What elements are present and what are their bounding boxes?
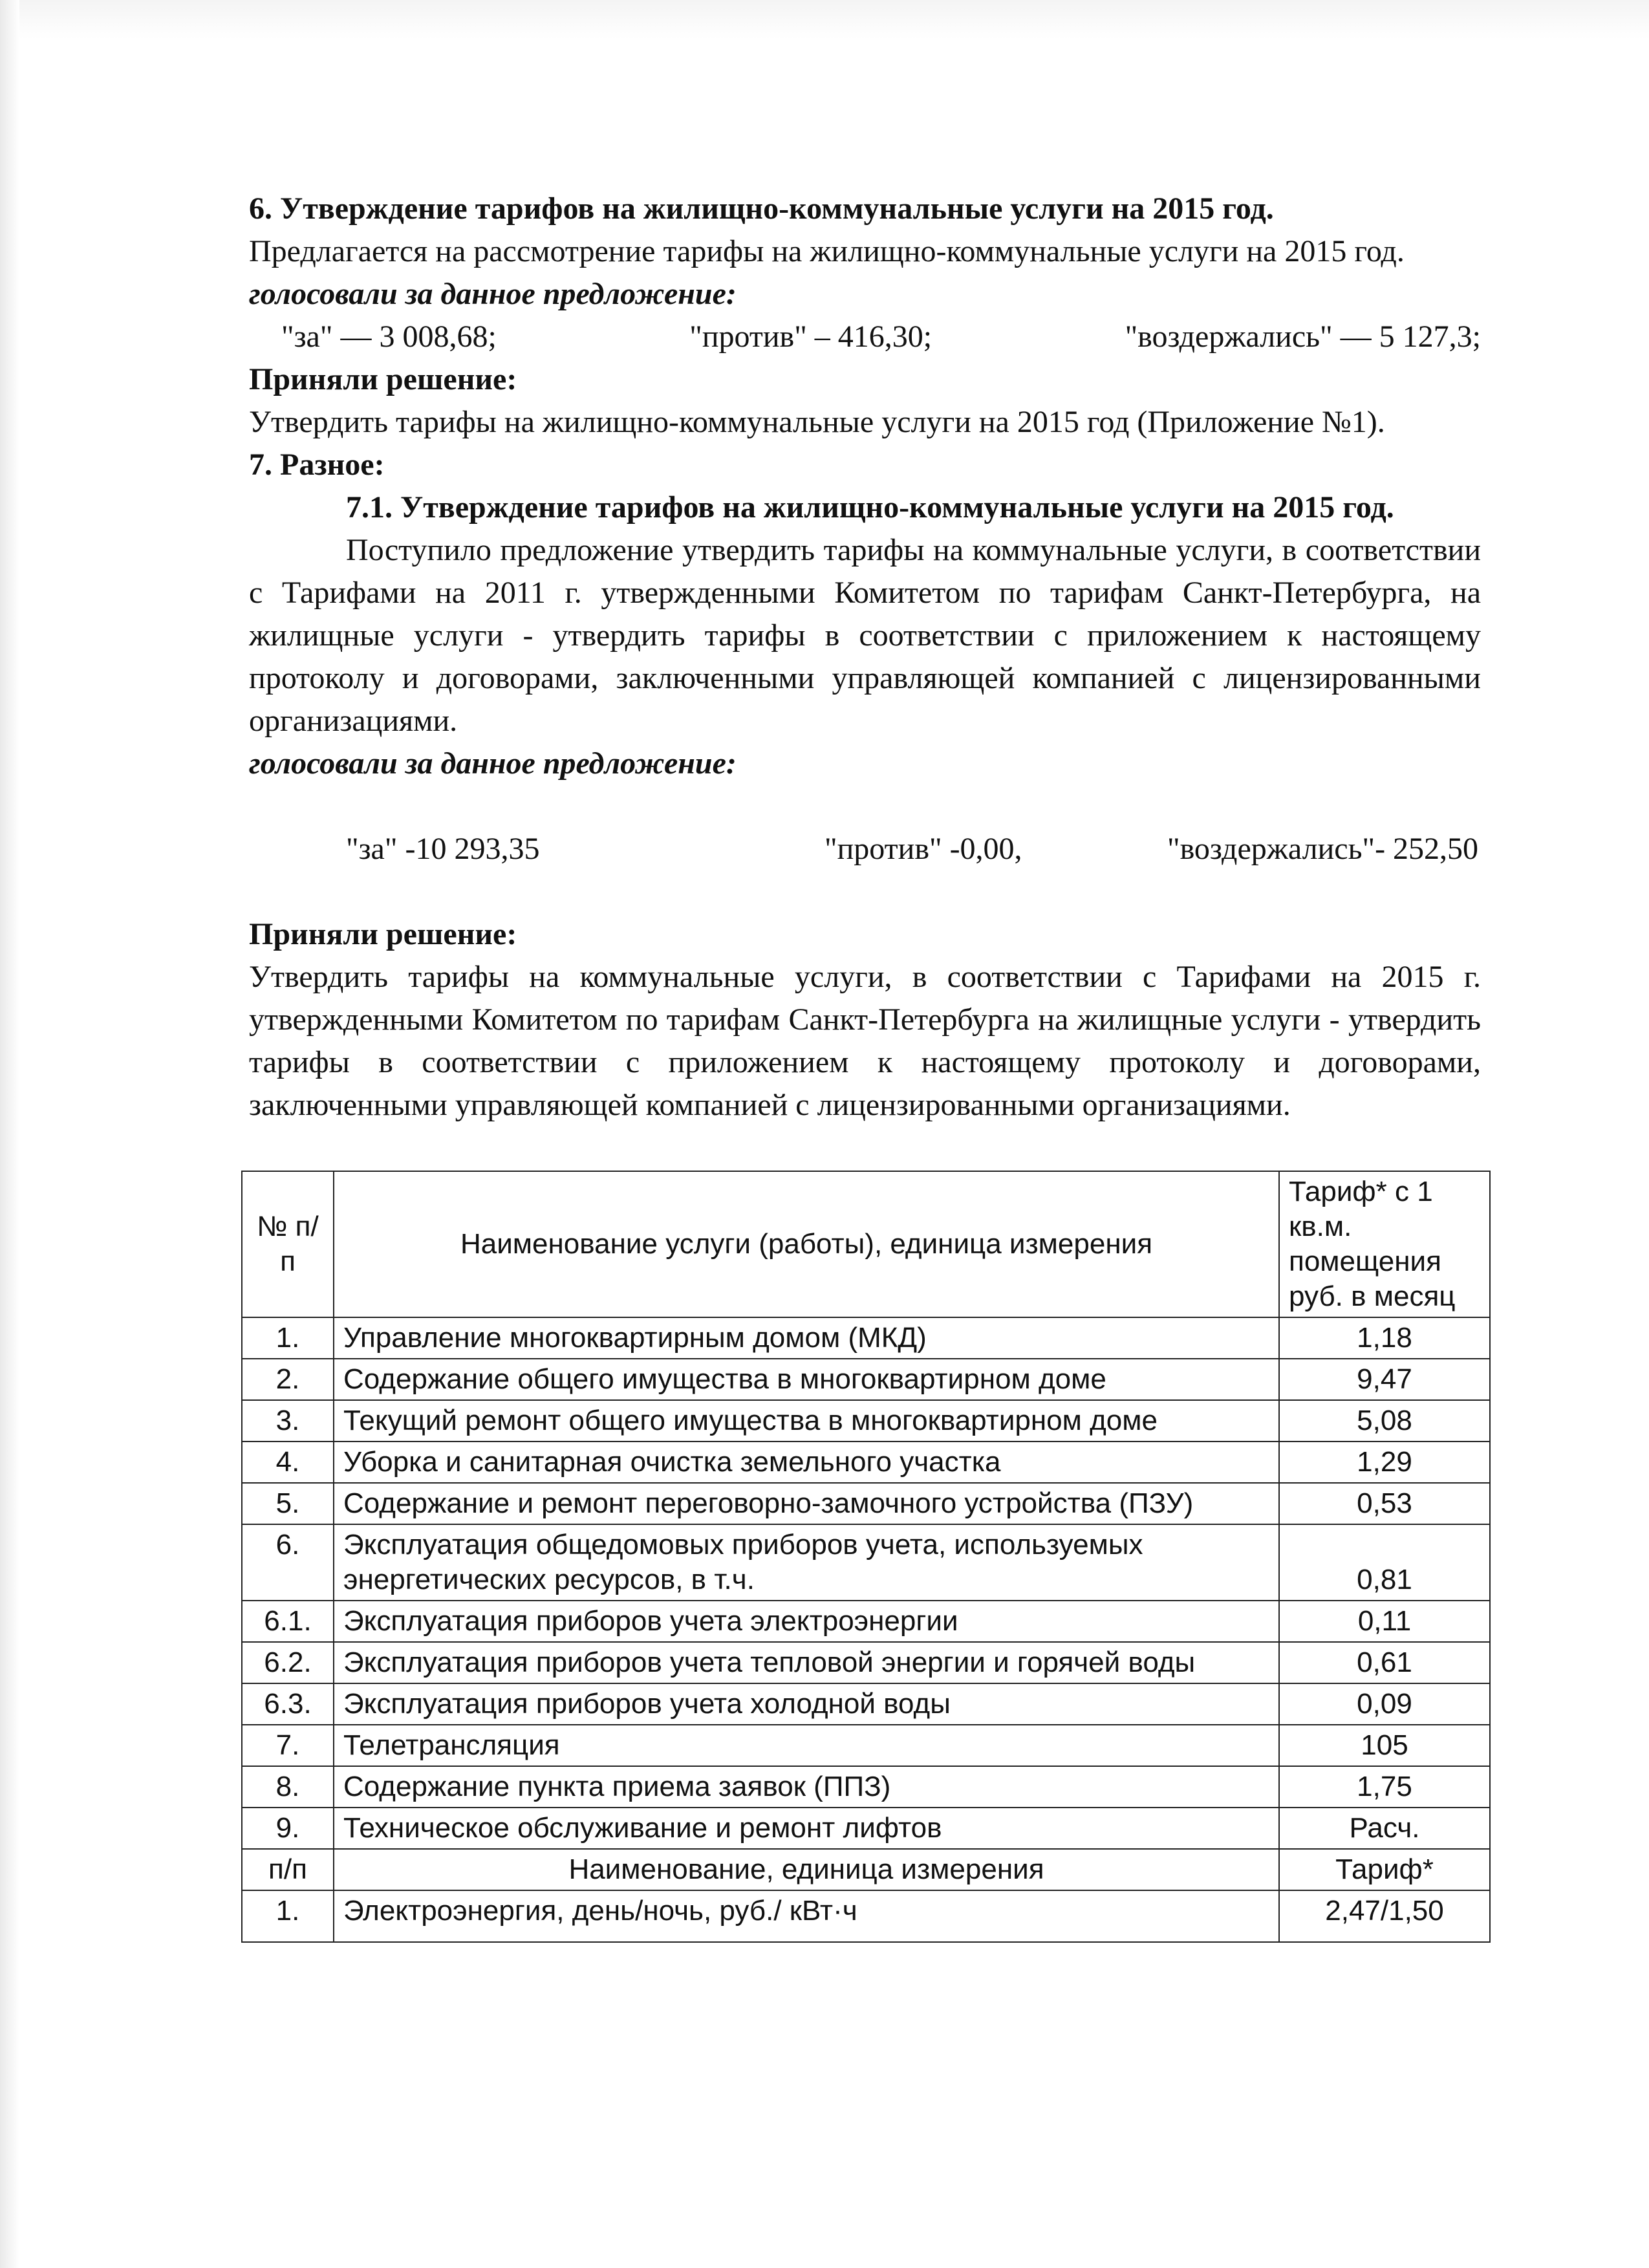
- row-name: Содержание и ремонт переговорно-замочного устройства (ПЗУ): [334, 1483, 1279, 1524]
- section6-vote-abstain: "воздержались" — 5 127,3;: [1125, 319, 1481, 354]
- row-num: 8.: [242, 1766, 334, 1808]
- tariff-table: [241, 1171, 1491, 1943]
- row-value: 0,09: [1279, 1683, 1490, 1725]
- row-name: Эксплуатация приборов учета электроэнергии: [334, 1601, 1279, 1642]
- row-name: Электроэнергия, день/ночь, руб./ кВт·ч: [334, 1890, 1279, 1942]
- row-value: 0,81: [1279, 1524, 1490, 1601]
- row-num: 3.: [242, 1400, 334, 1442]
- table-row: [242, 1400, 1490, 1442]
- table-row: [242, 1890, 1490, 1942]
- row-value: 0,53: [1279, 1483, 1490, 1524]
- row-name: Содержание пункта приема заявок (ППЗ): [334, 1766, 1279, 1808]
- header-name: Наименование услуги (работы), единица измерения: [334, 1171, 1279, 1317]
- row-value: 105: [1279, 1725, 1490, 1766]
- table-row: [242, 1524, 1490, 1601]
- row-value: 2,47/1,50: [1279, 1890, 1490, 1942]
- section7-voted-label: голосовали за данное предложение:: [249, 746, 737, 781]
- header2-num: п/п: [242, 1849, 334, 1890]
- scan-edge-top: [0, 0, 1649, 39]
- row-name: Текущий ремонт общего имущества в многоквартирном доме: [334, 1400, 1279, 1442]
- row-name: Эксплуатация общедомовых приборов учета, используемых энергетических ресурсов, в т.ч.: [334, 1524, 1279, 1601]
- row-num: 6.3.: [242, 1683, 334, 1725]
- section6-voted-label: голосовали за данное предложение:: [249, 277, 737, 311]
- row-num: 5.: [242, 1483, 334, 1524]
- row-name: Телетрансляция: [334, 1725, 1279, 1766]
- table-row: [242, 1725, 1490, 1766]
- row-num: 2.: [242, 1359, 334, 1400]
- section6-proposal: Предлагается на рассмотрение тарифы на жилищно-коммунальные услуги на 2015 год.: [249, 234, 1405, 268]
- header2-tariff: Тариф*: [1279, 1849, 1490, 1890]
- row-num: 1.: [242, 1317, 334, 1359]
- table-row: [242, 1483, 1490, 1524]
- row-name: Техническое обслуживание и ремонт лифтов: [334, 1808, 1279, 1849]
- spacer: [249, 870, 1481, 913]
- row-value: Расч.: [1279, 1808, 1490, 1849]
- row-value: 1,29: [1279, 1442, 1490, 1483]
- table-header-row-2: [242, 1849, 1490, 1890]
- table-row: [242, 1642, 1490, 1683]
- table-header-row: [242, 1171, 1490, 1317]
- row-value: 5,08: [1279, 1400, 1490, 1442]
- table-row: [242, 1683, 1490, 1725]
- row-num: 6.1.: [242, 1601, 334, 1642]
- row-name: Управление многоквартирным домом (МКД): [334, 1317, 1279, 1359]
- row-num: 6.2.: [242, 1642, 334, 1683]
- row-value: 1,18: [1279, 1317, 1490, 1359]
- section7-decision-label: Приняли решение:: [249, 917, 517, 951]
- section6-decision-label: Приняли решение:: [249, 362, 517, 396]
- table-row: [242, 1359, 1490, 1400]
- row-num: 9.: [242, 1808, 334, 1849]
- row-num: 4.: [242, 1442, 334, 1483]
- header2-name: Наименование, единица измерения: [334, 1849, 1279, 1890]
- row-value: 9,47: [1279, 1359, 1490, 1400]
- table-row: [242, 1442, 1490, 1483]
- row-value: 1,75: [1279, 1766, 1490, 1808]
- section7-proposal: Поступило предложение утвердить тарифы на коммунальные услуги, в соответствии с Тарифами на 2011 г. утвержденными Комитетом по тарифам Санкт-Петербурга, на жилищные услуги - утвердить тарифы в соответствии с приложением к настоящему протоколу и договорами, заключенными управляющей компанией с лицензированными организациями.: [249, 533, 1481, 738]
- document-text: [249, 188, 1481, 1127]
- row-name: Эксплуатация приборов учета холодной воды: [334, 1683, 1279, 1725]
- section7-decision: Утвердить тарифы на коммунальные услуги, в соответствии с Тарифами на 2015 г. утвержденными Комитетом по тарифам Санкт-Петербурга на жилищные услуги - утвердить тарифы в соответствии с приложением к настоящему протоколу и договорами, заключенными управляющей компанией с лицензированными организациями.: [249, 960, 1481, 1122]
- spacer: [249, 785, 1481, 828]
- section6-votes: [249, 316, 1481, 358]
- table-row: [242, 1808, 1490, 1849]
- row-num: 7.: [242, 1725, 334, 1766]
- row-num: 1.: [242, 1890, 334, 1942]
- row-name: Эксплуатация приборов учета тепловой энергии и горячей воды: [334, 1642, 1279, 1683]
- table-row: [242, 1601, 1490, 1642]
- header-num: № п/п: [242, 1171, 334, 1317]
- section7-subheading: 7.1. Утверждение тарифов на жилищно-коммунальные услуги на 2015 год.: [346, 490, 1394, 524]
- section6-vote-for: "за" — 3 008,68;: [281, 319, 497, 354]
- section7-votes: [249, 828, 1481, 870]
- table-row: [242, 1317, 1490, 1359]
- row-name: Уборка и санитарная очистка земельного участка: [334, 1442, 1279, 1483]
- section7-vote-abstain: "воздержались"- 252,50: [1167, 832, 1479, 866]
- section7-heading: 7. Разное:: [249, 448, 385, 482]
- row-value: 0,11: [1279, 1601, 1490, 1642]
- section7-vote-against: "против" -0,00,: [824, 832, 1022, 866]
- header-tariff: Тариф* с 1 кв.м. помещения руб. в месяц: [1279, 1171, 1490, 1317]
- section6-heading: 6. Утверждение тарифов на жилищно-коммунальные услуги на 2015 год.: [249, 191, 1274, 226]
- section6-decision: Утвердить тарифы на жилищно-коммунальные услуги на 2015 год (Приложение №1).: [249, 405, 1385, 439]
- row-num: 6.: [242, 1524, 334, 1601]
- scan-edge-left: [0, 0, 19, 2268]
- section6-vote-against: "против" – 416,30;: [689, 319, 932, 354]
- row-name: Содержание общего имущества в многоквартирном доме: [334, 1359, 1279, 1400]
- table-row: [242, 1766, 1490, 1808]
- section7-vote-for: "за" -10 293,35: [346, 832, 540, 866]
- row-value: 0,61: [1279, 1642, 1490, 1683]
